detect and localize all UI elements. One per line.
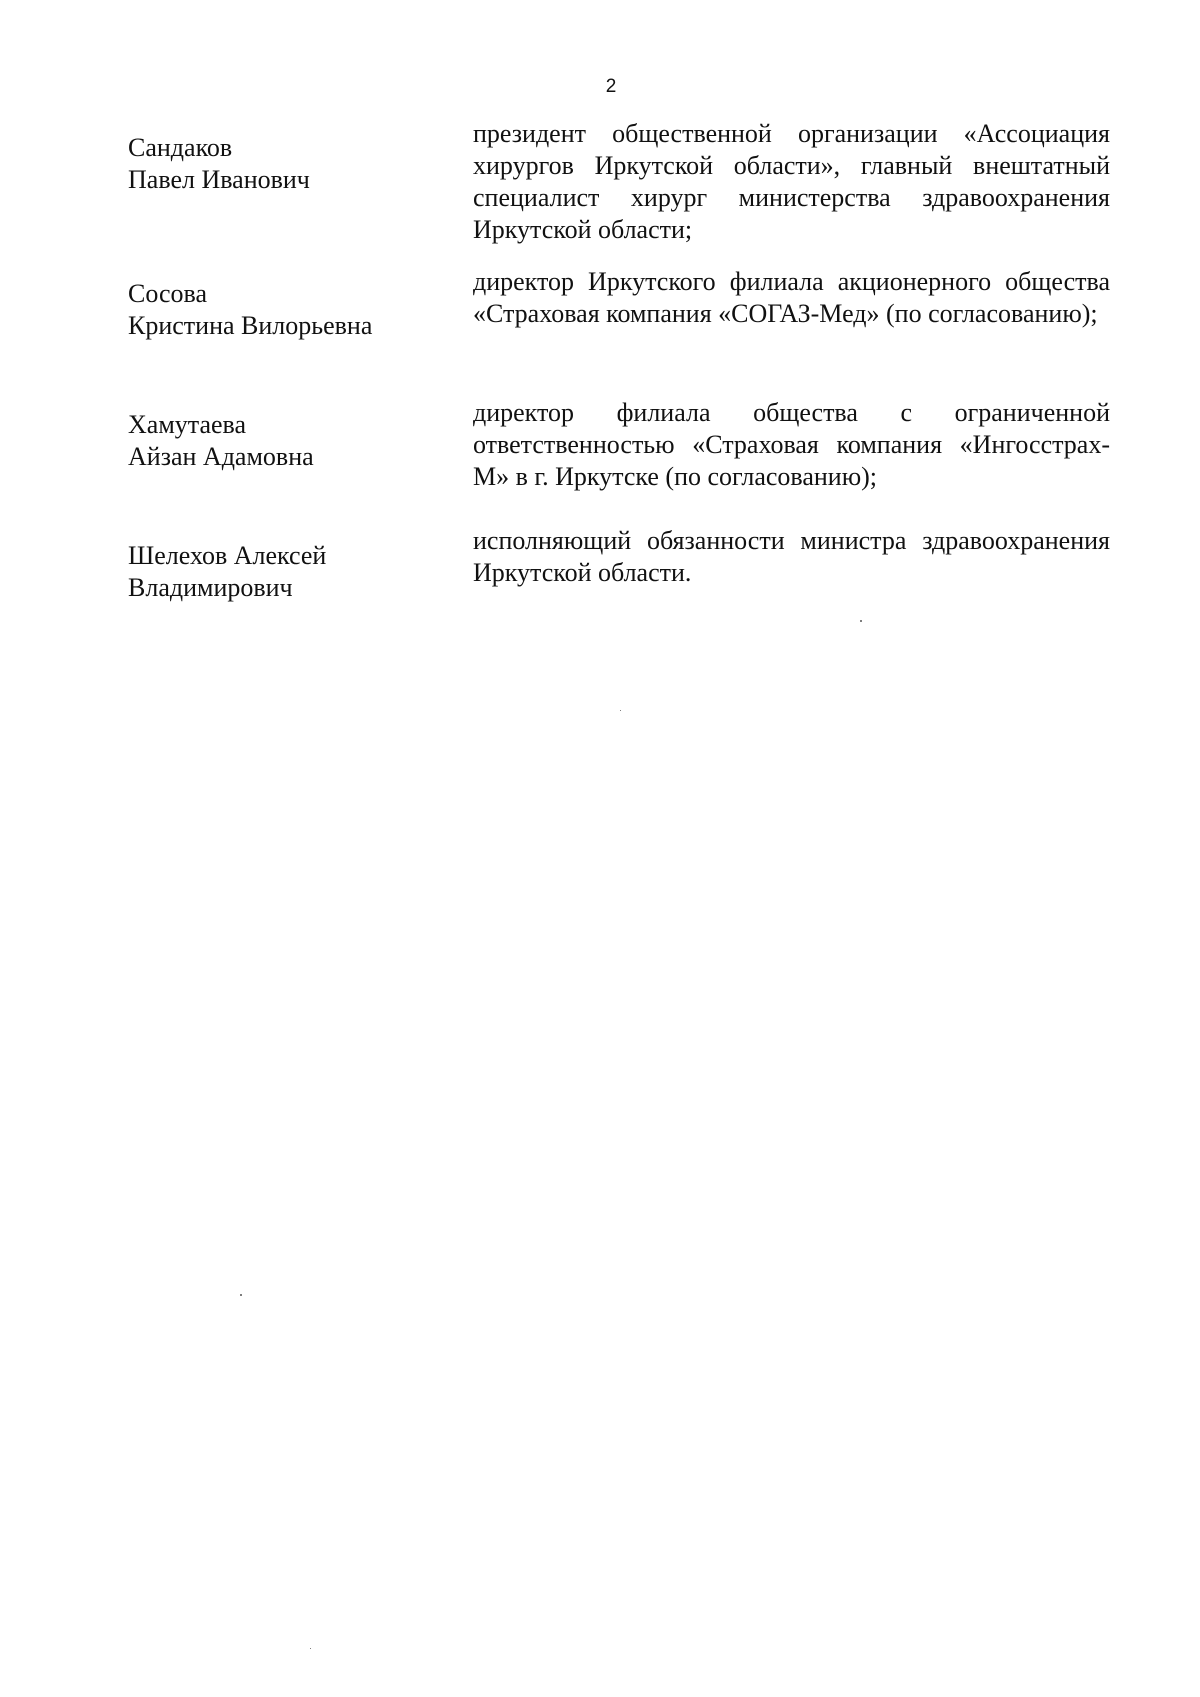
- member-entry: [128, 525, 1108, 605]
- member-role: исполняющий обязанности министра здравоохранения Иркутской области.: [473, 526, 1110, 587]
- scan-speck: [240, 1294, 242, 1296]
- member-role: директор филиала общества с ограниченной ответственностью «Страховая компания «Ингосстрах-М» в г. Иркутске (по согласованию);: [473, 398, 1110, 491]
- member-surname: Сандаков: [128, 133, 233, 162]
- member-entry: [128, 266, 1108, 397]
- member-surname: Хамутаева: [128, 410, 247, 439]
- member-name: [128, 540, 428, 604]
- member-given-names: Павел Иванович: [128, 165, 310, 194]
- member-given-names: Айзан Адамовна: [128, 442, 314, 471]
- member-surname: Сосова: [128, 279, 208, 308]
- member-entry: [128, 118, 1108, 266]
- member-entry: [128, 397, 1108, 525]
- scan-speck: [620, 710, 621, 711]
- member-list: [128, 118, 1108, 605]
- member-role: президент общественной организации «Ассоциация хирургов Иркутской области», главный внештатный специалист хирург министерства здравоохранения Иркутской области;: [473, 119, 1110, 244]
- member-surname: Шелехов Алексей: [128, 541, 327, 570]
- member-name: [128, 132, 428, 196]
- member-given-names: Владимирович: [128, 573, 293, 602]
- member-given-names: Кристина Вилорьевна: [128, 311, 373, 340]
- member-name: [128, 409, 428, 473]
- member-name: [128, 278, 428, 342]
- scan-speck: [860, 620, 862, 622]
- scan-speck: [310, 1648, 311, 1649]
- member-role: директор Иркутского филиала акционерного общества «Страховая компания «СОГАЗ-Мед» (по согласованию);: [473, 267, 1110, 328]
- page-number: 2: [605, 76, 617, 97]
